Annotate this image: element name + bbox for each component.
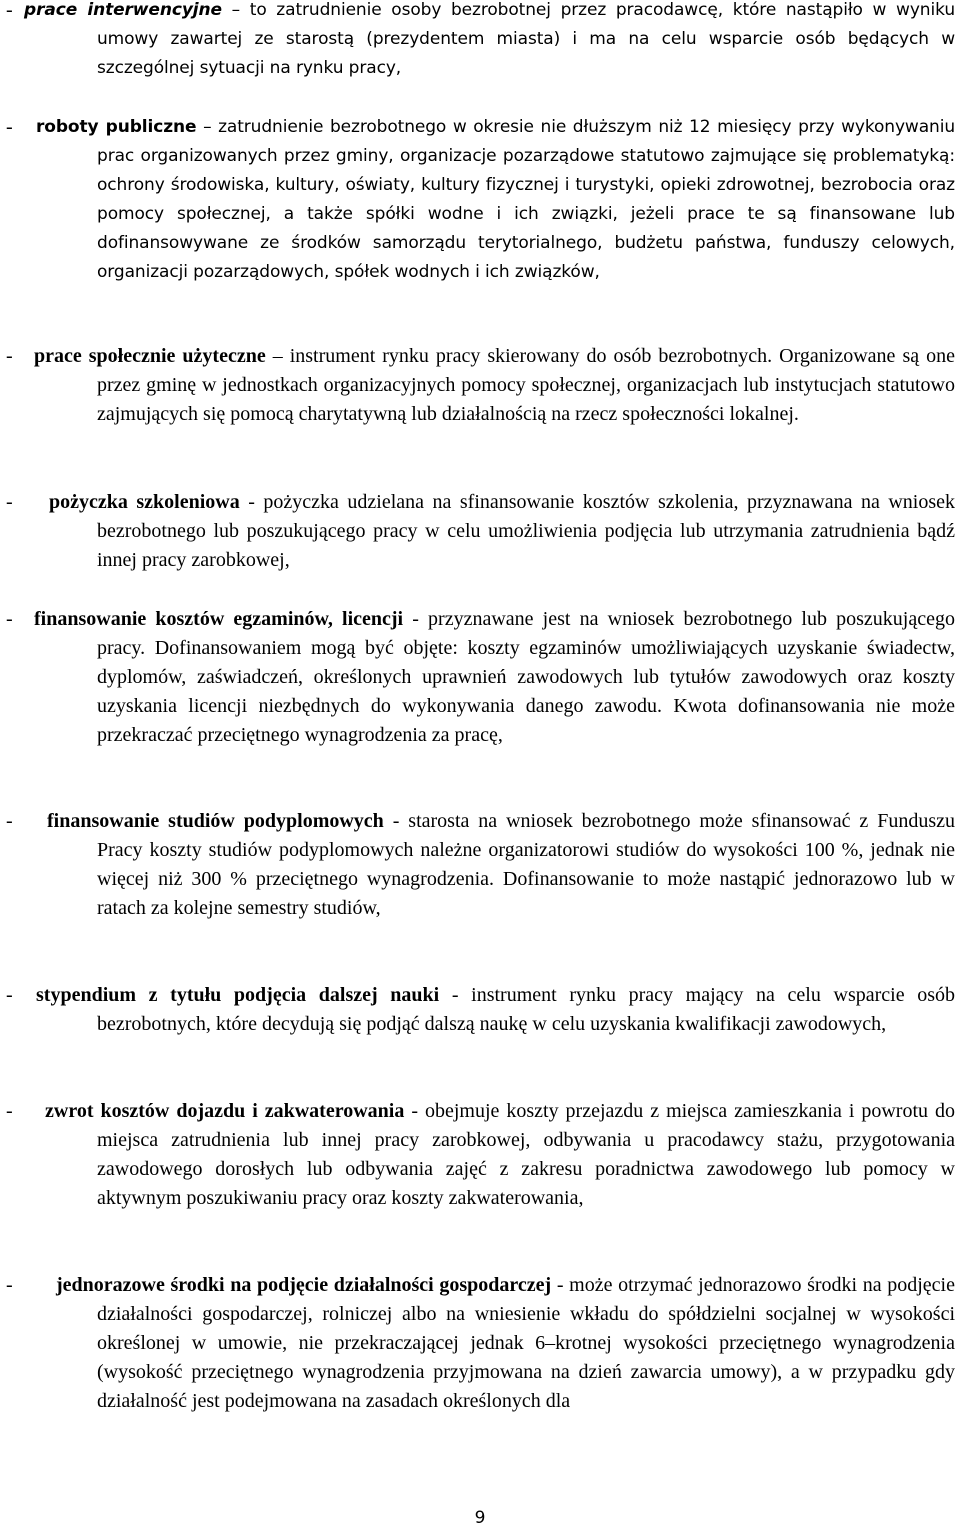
list-item-stypendium — [0, 981, 955, 1039]
list-item-body — [34, 342, 955, 429]
list-item-body — [49, 488, 955, 575]
definition: - przyznawane jest na wniosek bezrobotnego lub poszukującego pracy. Dofinansowaniem mogą być objęte: koszty egzaminów umożliwiających uzyskanie świadectw, dyplomów, zaświadczeń, określonych uprawnień zawodowych lub tytułów zawodowych oraz koszty uzyskania licencji niezbędnych do wykonywania danego zawodu. Kwota dofinansowania nie może przekraczać przeciętnego wynagrodzenia za pracę, — [97, 608, 955, 746]
list-item-finansowanie-studiow — [0, 807, 955, 923]
list-dash: - — [6, 116, 13, 138]
definition: - starosta na wniosek bezrobotnego może sfinansować z Funduszu Pracy koszty studiów podyplomowych należne organizatorowi studiów do wysokości 100 %, jednak nie więcej niż 300 % przeciętnego wynagrodzenia. Dofinansowanie to może nastąpić jednorazowo lub w ratach za kolejne semestry studiów, — [97, 810, 955, 919]
list-dash: - — [6, 491, 13, 513]
list-item-body — [24, 0, 955, 83]
list-dash: - — [6, 0, 13, 21]
term: finansowanie kosztów egzaminów, licencji — [34, 608, 404, 630]
term: zwrot kosztów dojazdu i zakwaterowania — [45, 1100, 405, 1122]
list-item-jednorazowe-srodki — [0, 1271, 955, 1416]
list-item-body — [45, 1097, 955, 1213]
term: stypendium z tytułu podjęcia dalszej nauki — [36, 984, 440, 1006]
term: finansowanie studiów podyplomowych — [47, 810, 384, 832]
list-dash: - — [6, 810, 13, 832]
list-item-body — [34, 605, 955, 750]
term: roboty publiczne — [36, 117, 197, 137]
list-item-body — [36, 113, 956, 287]
definition: – to zatrudnienie osoby bezrobotnej przez pracodawcę, które nastąpiło w wyniku umowy zawartej ze starostą (prezydentem miasta) i ma na celu wsparcie osób będących w szczególnej sytuacji na rynku pracy, — [97, 0, 955, 78]
list-dash: - — [6, 1100, 13, 1122]
definition: - instrument rynku pracy mający na celu wsparcie osób bezrobotnych, które decydują się podjąć dalszą naukę w celu uzyskania kwalifikacji zawodowych, — [97, 984, 955, 1035]
definition: - może otrzymać jednorazowo środki na podjęcie działalności gospodarczej, rolniczej albo na wniesienie wkładu do spółdzielni socjalnej w wysokości określonej w umowie, nie przekraczającej jednak 6–krotnej wysokości przeciętnego wynagrodzenia (wysokość przeciętnego wynagrodzenia przyjmowana na dzień zawarcia umowy), a w przypadku gdy działalność jest podejmowana na zasadach określonych dla — [97, 1274, 955, 1412]
list-item-body — [47, 807, 955, 923]
definition: – zatrudnienie bezrobotnego w okresie nie dłuższym niż 12 miesięcy przy wykonywaniu prac organizowanych przez gminy, organizacje pozarządowe statutowo zajmujące się problematyką: ochrony środowiska, kultury, oświaty, kultury fizycznej i turystyki, opieki zdrowotnej, bezrobocia oraz pomocy społecznej, a także spółki wodne i ich związki, jeżeli prace te są finansowane lub dofinansowywane ze środków samorządu terytorialnego, budżetu państwa, funduszy celowych, organizacji pozarządowych, spółek wodnych i ich związków, — [97, 117, 956, 282]
page-number: 9 — [474, 1508, 486, 1528]
list-dash: - — [6, 608, 13, 630]
definition: - obejmuje koszty przejazdu z miejsca zamieszkania i powrotu do miejsca zatrudnienia lub innej pracy zarobkowej, odbywania u pracodawcy stażu, przygotowania zawodowego dorosłych lub odbywania zajęć z zakresu poradnictwa zawodowego lub pomocy w aktywnym poszukiwaniu pracy oraz koszty zakwaterowania, — [97, 1100, 955, 1209]
term: jednorazowe środki na podjęcie działalności gospodarczej — [56, 1274, 552, 1296]
term: pożyczka szkoleniowa — [49, 491, 240, 513]
list-item-finansowanie-egzaminow — [0, 605, 955, 750]
list-dash: - — [6, 984, 13, 1006]
list-item-roboty-publiczne — [0, 113, 955, 287]
list-item-prace-spolecznie-uzyteczne — [0, 342, 955, 429]
definition: – instrument rynku pracy skierowany do osób bezrobotnych. Organizowane są one przez gminę w jednostkach organizacyjnych pomocy społecznej, organizacjach lub instytucjach statutowo zajmujących się pomocą charytatywną lub działalnością na rzecz społeczności lokalnej. — [97, 345, 955, 425]
definition: - pożyczka udzielana na sfinansowanie kosztów szkolenia, przyznawana na wniosek bezrobotnego lub poszukującego pracy w celu umożliwienia podjęcia lub utrzymania zatrudnienia bądź innej pracy zarobkowej, — [97, 491, 955, 571]
term: prace społecznie użyteczne — [34, 345, 266, 367]
list-dash: - — [6, 345, 13, 367]
list-item-pozyczka-szkoleniowa — [0, 488, 955, 575]
list-item-zwrot-kosztow — [0, 1097, 955, 1213]
list-item-prace-interwencyjne — [0, 0, 955, 83]
list-item-body — [36, 981, 955, 1039]
list-item-body — [56, 1271, 955, 1416]
list-dash: - — [6, 1274, 13, 1296]
term: prace interwencyjne — [24, 0, 222, 20]
